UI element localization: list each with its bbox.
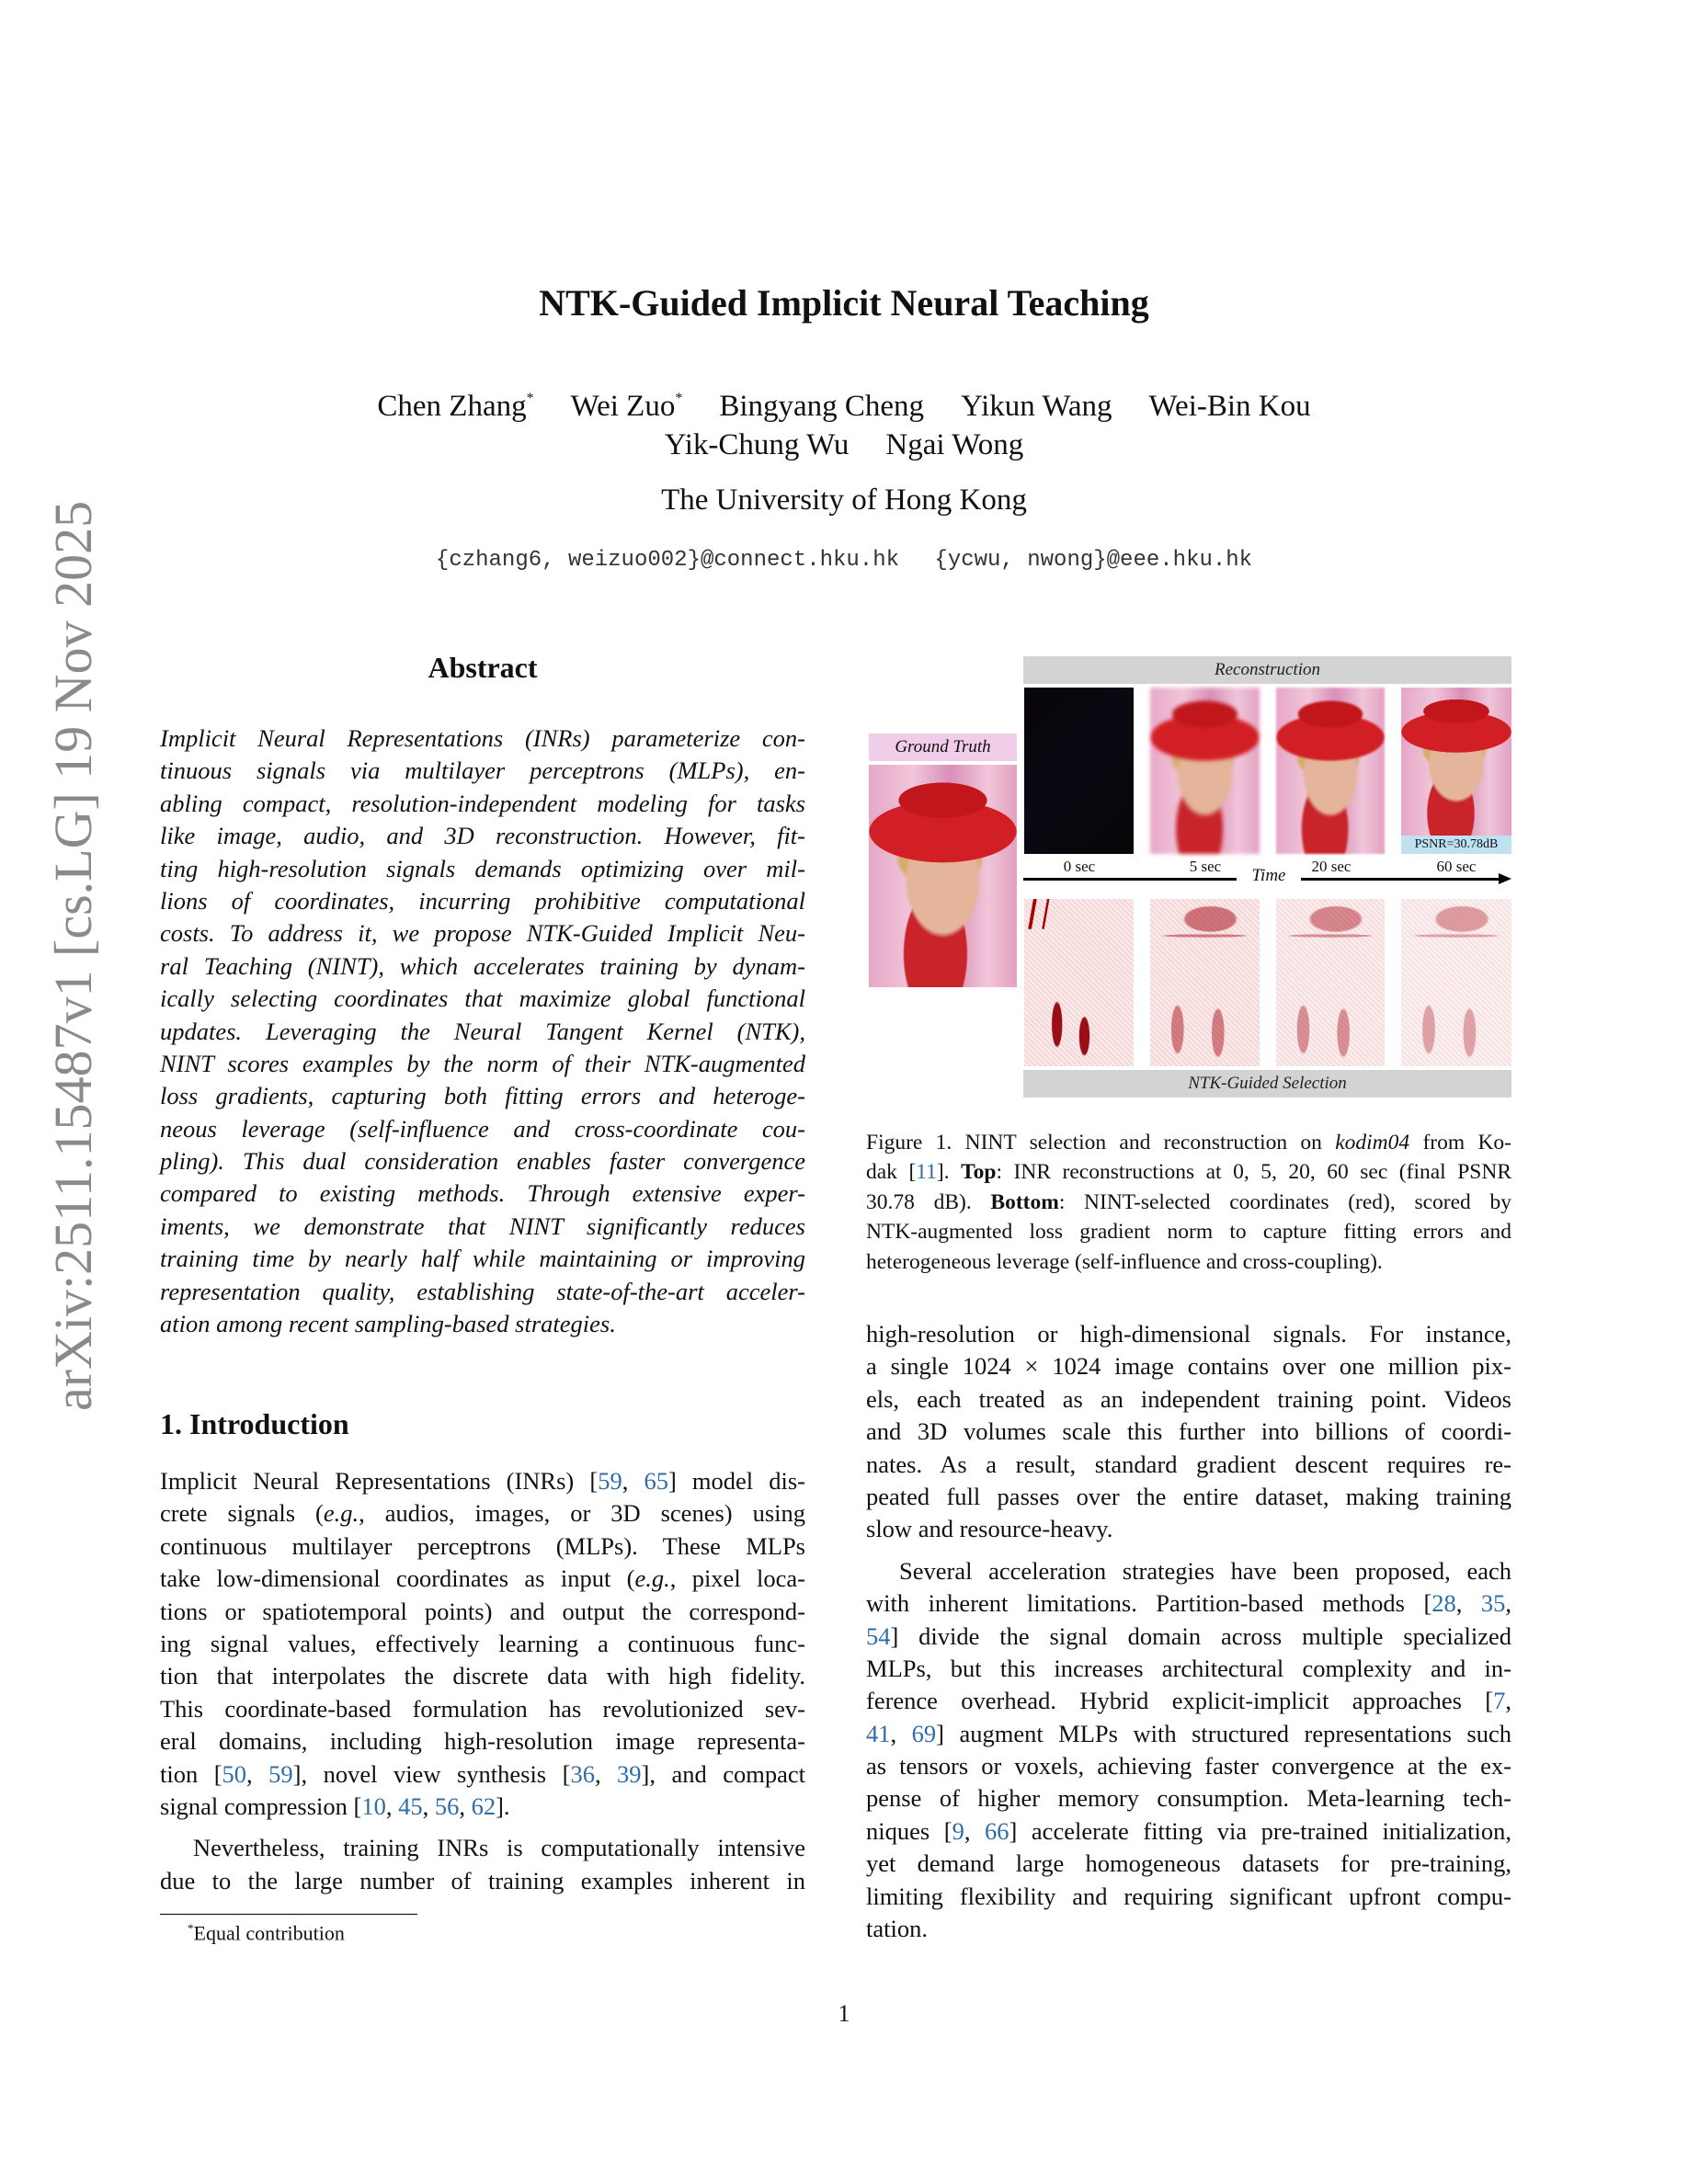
text: Implicit Neural Representations (INRs) parameterize con- (160, 724, 805, 752)
time-step-label: 0 sec (1063, 858, 1096, 875)
text-line (160, 1276, 805, 1308)
text-line (160, 1596, 805, 1628)
text-line (160, 1563, 805, 1595)
footnote-mark: * (188, 1921, 194, 1935)
author-name: Yik-Chung Wu (664, 428, 850, 461)
text: tions or spatiotemporal points) and output the correspond- (160, 1597, 805, 1625)
introduction-body (160, 1465, 805, 1906)
email-group-1: {czhang6, weizuo002}@connect.hku.hk (435, 548, 900, 573)
text: due to the large number of training examples inherent in (160, 1866, 805, 1894)
author (1149, 390, 1311, 423)
time-step-label: 20 sec (1311, 858, 1352, 875)
text: , (890, 1719, 912, 1747)
text-line (160, 1145, 805, 1177)
text: , (594, 1759, 618, 1788)
figure-caption (866, 1128, 1511, 1286)
citation-link[interactable]: 59 (268, 1759, 293, 1788)
text: like image, audio, and 3D reconstruction. However, fit- (160, 822, 805, 850)
equal-contribution-mark: * (526, 391, 534, 406)
text-line (866, 1188, 1511, 1217)
text: dak [ (866, 1160, 917, 1185)
text: pling). This dual consideration enables faster convergence (160, 1147, 805, 1176)
text: , pixel loca- (669, 1564, 805, 1593)
italic-text: kodim04 (1335, 1131, 1410, 1155)
text: niques [ (866, 1816, 952, 1845)
text: 30.78 dB). (866, 1189, 991, 1214)
text: slow and resource-heavy. (866, 1515, 1113, 1543)
text-line (866, 1782, 1511, 1814)
text-line (866, 1653, 1511, 1685)
text: ], and compact (641, 1759, 805, 1788)
bold-text: Top (961, 1160, 997, 1185)
abstract-heading: Abstract (428, 651, 538, 684)
psnr-badge: PSNR=30.78dB (1401, 836, 1511, 854)
citation-link[interactable]: 36 (570, 1759, 595, 1788)
citation-link[interactable]: 7 (1493, 1687, 1506, 1715)
bold-text: Bottom (990, 1189, 1059, 1214)
text-line (866, 1621, 1511, 1653)
text: costs. To address it, we propose NTK-Guided Implicit Neu- (160, 919, 805, 948)
text-line (866, 1513, 1511, 1545)
time-step-label: 60 sec (1436, 858, 1477, 875)
citation-link[interactable]: 35 (1480, 1589, 1506, 1618)
time-axis-label: Time (1237, 866, 1301, 886)
text: lions of coordinates, incurring prohibitive computational (160, 886, 805, 915)
text-line (866, 1383, 1511, 1416)
text: peated full passes over the entire dataset, making training (866, 1482, 1511, 1510)
ground-truth-image (869, 765, 1017, 987)
footnote-text: Equal contribution (193, 1921, 345, 1945)
text-line (160, 1832, 805, 1864)
text-line (866, 1416, 1511, 1448)
text: and 3D volumes scale this further into billions of coordi- (866, 1417, 1511, 1446)
text: training time by nearly half while maintaining or improving (160, 1245, 805, 1273)
author-name: Bingyang Cheng (719, 390, 925, 423)
selection-map-20sec (1276, 899, 1385, 1066)
text-line (866, 1848, 1511, 1880)
text: , (246, 1759, 269, 1788)
text: els, each treated as an independent training point. Videos (866, 1384, 1511, 1413)
text-line (160, 983, 805, 1015)
text: ral Teaching (NINT), which accelerates training by dynam- (160, 951, 805, 980)
text-line (866, 1247, 1511, 1277)
text: : INR reconstructions at 0, 5, 20, 60 sec (final PSNR (996, 1160, 1511, 1185)
text: Implicit Neural Representations (INRs) [ (160, 1467, 599, 1495)
text-line (160, 1693, 805, 1725)
author (665, 428, 850, 461)
text: ]. (496, 1792, 510, 1820)
text-line (866, 1217, 1511, 1246)
author-name: Wei-Bin Kou (1148, 390, 1311, 423)
text: Nevertheless, training INRs is computationally intensive (193, 1834, 805, 1862)
paragraph (866, 1128, 1511, 1277)
right-column-body (866, 1318, 1511, 1954)
text: iments, we demonstrate that NINT significantly reduces (160, 1211, 805, 1240)
text: ing signal values, effectively learning a continuous func- (160, 1629, 805, 1657)
text-line (866, 1555, 1511, 1587)
paragraph (160, 1832, 805, 1897)
text-line (160, 917, 805, 950)
text: abling compact, resolution-independent modeling for tasks (160, 789, 805, 817)
citation-link[interactable]: 45 (398, 1792, 423, 1820)
text-line (160, 1628, 805, 1660)
reconstruction-5sec-image (1150, 688, 1260, 854)
text-line (160, 1048, 805, 1080)
text: Several acceleration strategies have been proposed, each (899, 1556, 1511, 1585)
text-line (160, 722, 805, 755)
text-line (160, 1113, 805, 1145)
citation-link[interactable]: 56 (434, 1792, 460, 1820)
selection-map-0sec (1024, 899, 1134, 1066)
text: ] divide the signal domain across multiple specialized (890, 1621, 1511, 1650)
text: tion that interpolates the discrete data with high fidelity. (160, 1662, 805, 1690)
text: , (1505, 1687, 1511, 1715)
citation-link[interactable]: 28 (1431, 1589, 1456, 1618)
text-line (160, 1865, 805, 1897)
author-name: Wei Zuo (570, 390, 676, 423)
text: , (422, 1792, 435, 1820)
text-line (160, 788, 805, 820)
text-line (160, 885, 805, 917)
authors-line-1 (0, 390, 1688, 424)
paragraph (160, 722, 805, 1340)
text: signal compression [ (160, 1792, 362, 1820)
text-line (866, 1449, 1511, 1481)
text: nates. As a result, standard gradient descent requires re- (866, 1450, 1511, 1478)
ntk-guided-selection-footer: NTK-Guided Selection (1023, 1070, 1511, 1098)
text: tinuous signals via multilayer perceptrons (MLPs), en- (160, 756, 805, 785)
citation-link[interactable]: 62 (471, 1792, 496, 1820)
text-line (866, 1718, 1511, 1750)
text-line (866, 1913, 1511, 1945)
text: representation quality, establishing state-of-the-art acceler- (160, 1277, 805, 1305)
text: compared to existing methods. Through extensive exper- (160, 1179, 805, 1208)
citation-link[interactable]: 66 (985, 1816, 1009, 1845)
arxiv-identifier: arXiv:2511.15487v1 [cs.LG] 19 Nov 2025 (43, 500, 103, 1411)
reconstruction-0sec-image (1024, 688, 1134, 854)
text-line (866, 1685, 1511, 1717)
text: , (385, 1792, 399, 1820)
text-line (160, 1725, 805, 1757)
text: limiting flexibility and requiring significant upfront compu- (866, 1882, 1511, 1910)
citation-link[interactable]: 9 (952, 1816, 964, 1845)
citation-link[interactable]: 65 (644, 1467, 668, 1495)
text: eral domains, including high-resolution image representa- (160, 1727, 805, 1756)
page-number: 1 (838, 2000, 850, 2027)
text: pense of higher memory consumption. Meta-learning tech- (866, 1784, 1511, 1813)
text: yet demand large homogeneous datasets for pre-training, (866, 1849, 1511, 1878)
text: , (459, 1792, 472, 1820)
text-line (866, 1157, 1511, 1187)
affiliation: The University of Hong Kong (661, 483, 1027, 517)
text: as tensors or voxels, achieving faster convergence at the ex- (866, 1752, 1511, 1780)
citation-link[interactable]: 11 (916, 1160, 937, 1185)
text: loss gradients, capturing both fitting errors and heteroge- (160, 1082, 805, 1110)
emails (0, 548, 1688, 573)
text: ] accelerate fitting via pre-trained initialization, (1009, 1816, 1512, 1845)
text: MLPs, but this increases architectural complexity and in- (866, 1654, 1511, 1682)
text-line (160, 1530, 805, 1563)
ground-truth-label: Ground Truth (869, 734, 1017, 761)
text-line (866, 1815, 1511, 1848)
author (719, 390, 924, 423)
text: : NINT-selected coordinates (red), scored by (1058, 1189, 1511, 1214)
text-line (160, 1080, 805, 1112)
text: ] model dis- (667, 1467, 805, 1495)
author (377, 390, 533, 423)
text-line (866, 1881, 1511, 1913)
text: , (1455, 1589, 1481, 1618)
text-line (866, 1587, 1511, 1620)
text-line (160, 1243, 805, 1275)
citation-link[interactable]: 10 (361, 1792, 386, 1820)
footnote (188, 1921, 345, 1945)
text: , (1505, 1589, 1511, 1618)
citation-link[interactable]: 54 (866, 1621, 891, 1650)
italic-text: e.g. (634, 1564, 670, 1593)
selection-map-60sec (1401, 899, 1511, 1066)
text: ]. (936, 1160, 962, 1185)
arrowhead-icon (1499, 873, 1511, 884)
author-name: Chen Zhang (377, 390, 527, 423)
text: high-resolution or high-dimensional signals. For instance, (866, 1320, 1511, 1348)
text-line (866, 1750, 1511, 1782)
text: with inherent limitations. Partition-based methods [ (866, 1589, 1432, 1618)
text-line (160, 1758, 805, 1791)
author-name: Ngai Wong (885, 428, 1024, 461)
paragraph (866, 1555, 1511, 1946)
author-name: Yikun Wang (961, 390, 1112, 423)
text: ically selecting coordinates that maximize global functional (160, 984, 805, 1013)
citation-link[interactable]: 41 (866, 1719, 891, 1747)
author (961, 390, 1112, 423)
text-line (160, 1465, 805, 1497)
abstract-body (160, 722, 805, 1349)
text: ting high-resolution signals demands optimizing over mil- (160, 854, 805, 882)
text: , (964, 1816, 986, 1845)
text: This coordinate-based formulation has revolutionized sev- (160, 1694, 805, 1723)
email-group-2: {ycwu, nwong}@eee.hku.hk (934, 548, 1253, 573)
text-line (866, 1128, 1511, 1157)
time-step-label: 5 sec (1189, 858, 1222, 875)
text: neous leverage (self-influence and cross-coordinate cou- (160, 1114, 805, 1143)
paragraph (866, 1318, 1511, 1546)
reconstruction-60sec-image (1401, 688, 1511, 836)
text-line (160, 1177, 805, 1210)
text-line (160, 853, 805, 885)
author (571, 390, 683, 423)
paragraph (160, 1465, 805, 1823)
text: Figure 1. NINT selection and reconstruction on (866, 1131, 1336, 1155)
text-line (160, 1791, 805, 1823)
text: from Ko- (1409, 1131, 1511, 1155)
text: updates. Leveraging the Neural Tangent Kernel (NTK), (160, 1017, 805, 1045)
paper-title: NTK-Guided Implicit Neural Teaching (539, 282, 1149, 324)
text-line (160, 1308, 805, 1340)
text: take low-dimensional coordinates as input ( (160, 1564, 635, 1593)
text: crete signals ( (160, 1499, 324, 1528)
citation-link[interactable]: 59 (598, 1467, 622, 1495)
text: ] augment MLPs with structured representations such (936, 1719, 1512, 1747)
text-line (160, 1016, 805, 1048)
selection-map-5sec (1150, 899, 1260, 1066)
text: tation. (866, 1915, 928, 1943)
text: continuous multilayer perceptrons (MLPs). These MLPs (160, 1531, 805, 1560)
text: a single 1024 × 1024 image contains over one million pix- (866, 1352, 1511, 1381)
italic-text: e.g. (323, 1499, 359, 1528)
reconstruction-header: Reconstruction (1023, 656, 1511, 684)
text-line (160, 950, 805, 983)
text: ference overhead. Hybrid explicit-implicit approaches [ (866, 1687, 1494, 1715)
equal-contribution-mark: * (675, 391, 683, 406)
text-line (866, 1350, 1511, 1382)
text-line (160, 1211, 805, 1243)
text: ation among recent sampling-based strategies. (160, 1310, 616, 1338)
text: , (622, 1467, 644, 1495)
text: NINT scores examples by the norm of their NTK-augmented (160, 1049, 805, 1077)
introduction-heading: 1. Introduction (160, 1407, 349, 1440)
text-line (160, 1660, 805, 1692)
authors-line-2 (0, 428, 1688, 462)
citation-link[interactable]: 50 (222, 1759, 247, 1788)
citation-link[interactable]: 69 (911, 1719, 937, 1747)
text-line (160, 820, 805, 852)
text: tion [ (160, 1759, 222, 1788)
text: NTK-augmented loss gradient norm to capture fitting errors and (866, 1220, 1511, 1245)
text: , audios, images, or 3D scenes) using (359, 1499, 805, 1528)
text-line (866, 1318, 1511, 1350)
reconstruction-20sec-image (1276, 688, 1385, 854)
text-line (160, 755, 805, 787)
text-line (866, 1481, 1511, 1513)
citation-link[interactable]: 39 (617, 1759, 642, 1788)
text: ], novel view synthesis [ (292, 1759, 571, 1788)
footnote-rule (160, 1914, 417, 1915)
author (885, 428, 1023, 461)
text-line (160, 1497, 805, 1530)
text: heterogeneous leverage (self-influence and cross-coupling). (866, 1249, 1383, 1274)
